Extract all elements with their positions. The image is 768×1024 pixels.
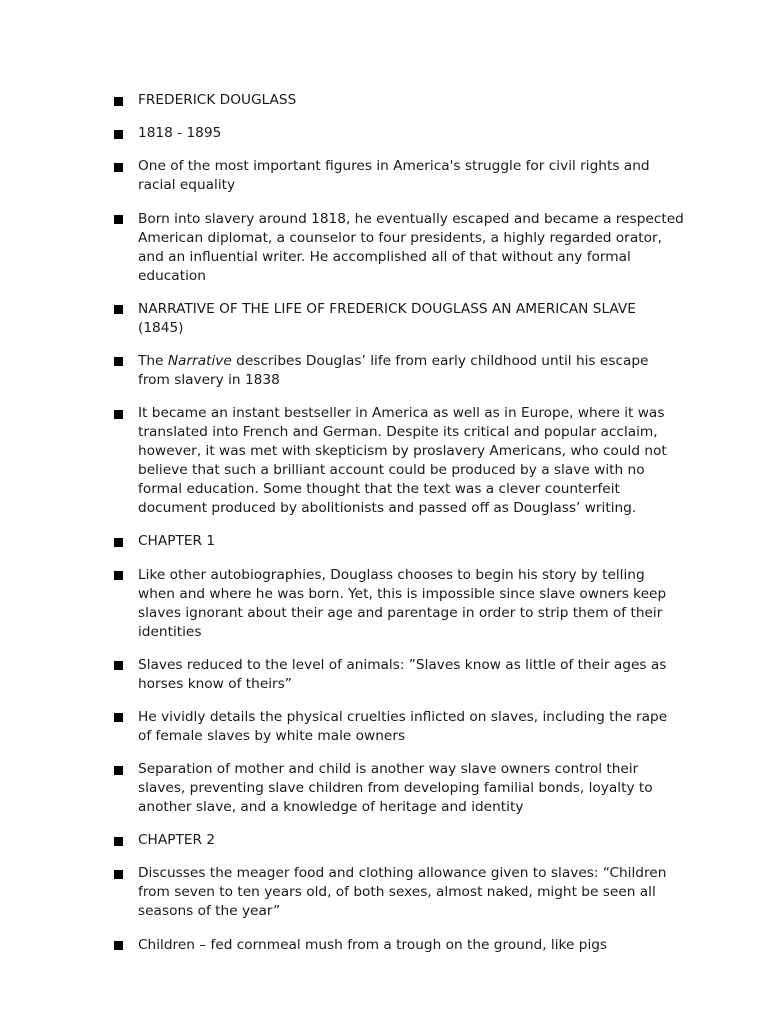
- bullet-square-icon: [114, 941, 123, 950]
- list-item: [114, 656, 684, 694]
- list-item: [114, 124, 684, 143]
- list-item-text: It became an instant bestseller in America as well as in Europe, where it was translated into French and German. Despite its critical and popular acclaim, however, it was met with skepticism by proslavery Americans, who could not believe that such a brilliant account could be produced by a slave with no formal education. Some thought that the text was a clever counterfeit document produced by abolitionists and passed off as Douglass’ writing.: [138, 405, 667, 517]
- list-item-text-start: The: [138, 352, 168, 369]
- list-item-text: Discusses the meager food and clothing allowance given to slaves: “Children from seven to ten years old, of both sexes, almost naked, might be seen all seasons of the year”: [138, 865, 667, 920]
- list-item-text: FREDERICK DOUGLASS: [138, 92, 297, 108]
- list-item-text: Slaves reduced to the level of animals: ”Slaves know as little of their ages as horses know of theirs”: [138, 656, 667, 692]
- list-item-text: Like other autobiographies, Douglass chooses to begin his story by telling when and where he was born. Yet, this is impossible since slave owners keep slaves ignorant about their age and parentage in order to strip them of their identities: [138, 566, 667, 640]
- list-item: [114, 864, 684, 921]
- bullet-square-icon: [114, 870, 123, 879]
- bullet-square-icon: [114, 538, 123, 547]
- list-item: [114, 760, 684, 817]
- bullet-square-icon: [114, 305, 123, 314]
- list-item: [114, 91, 684, 110]
- list-item: [114, 300, 684, 338]
- list-item: [114, 532, 684, 551]
- list-item: [114, 352, 684, 390]
- list-item: [114, 566, 684, 642]
- list-item-text: [138, 353, 648, 388]
- list-item-text: CHAPTER 1: [138, 533, 216, 550]
- list-item: [114, 831, 684, 850]
- bullet-square-icon: [114, 410, 123, 419]
- list-item-text: Children – fed cornmeal mush from a trough on the ground, like pigs: [138, 936, 608, 953]
- bullet-square-icon: [114, 97, 123, 106]
- list-item-text: 1818 - 1895: [138, 125, 222, 142]
- bullet-square-icon: [114, 713, 123, 722]
- bullet-list: [114, 91, 684, 969]
- bullet-square-icon: [114, 130, 123, 139]
- list-item-text: He vividly details the physical cruelties inflicted on slaves, including the rape of female slaves by white male owners: [138, 708, 668, 744]
- bullet-square-icon: [114, 357, 123, 366]
- list-item-text: Born into slavery around 1818, he eventually escaped and became a respected American diplomat, a counselor to four presidents, a highly regarded orator, and an influential writer. He accomplished all of that without any formal education: [138, 210, 684, 284]
- bullet-square-icon: [114, 215, 123, 224]
- list-item: [114, 157, 684, 195]
- list-item: [114, 936, 684, 955]
- bullet-square-icon: [114, 571, 123, 580]
- list-item: [114, 404, 684, 518]
- list-item-text: Separation of mother and child is another way slave owners control their slaves, preventing slave children from developing familial bonds, loyalty to another slave, and a knowledge of heritage and identity: [138, 761, 653, 816]
- bullet-square-icon: [114, 837, 123, 846]
- list-item-text: CHAPTER 2: [138, 832, 216, 849]
- book-title-italic: Narrative: [167, 352, 232, 369]
- bullet-square-icon: [114, 661, 123, 670]
- bullet-square-icon: [114, 766, 123, 775]
- list-item-text: NARRATIVE OF THE LIFE OF FREDERICK DOUGLASS AN AMERICAN SLAVE (1845): [138, 300, 636, 336]
- list-item-text-end: describes Douglas’ life from early childhood until his escape from slavery in 1838: [138, 352, 649, 388]
- bullet-square-icon: [114, 163, 123, 172]
- list-item: [114, 210, 684, 286]
- list-item: [114, 708, 684, 746]
- list-item-text: One of the most important figures in America's struggle for civil rights and racial equality: [138, 158, 650, 194]
